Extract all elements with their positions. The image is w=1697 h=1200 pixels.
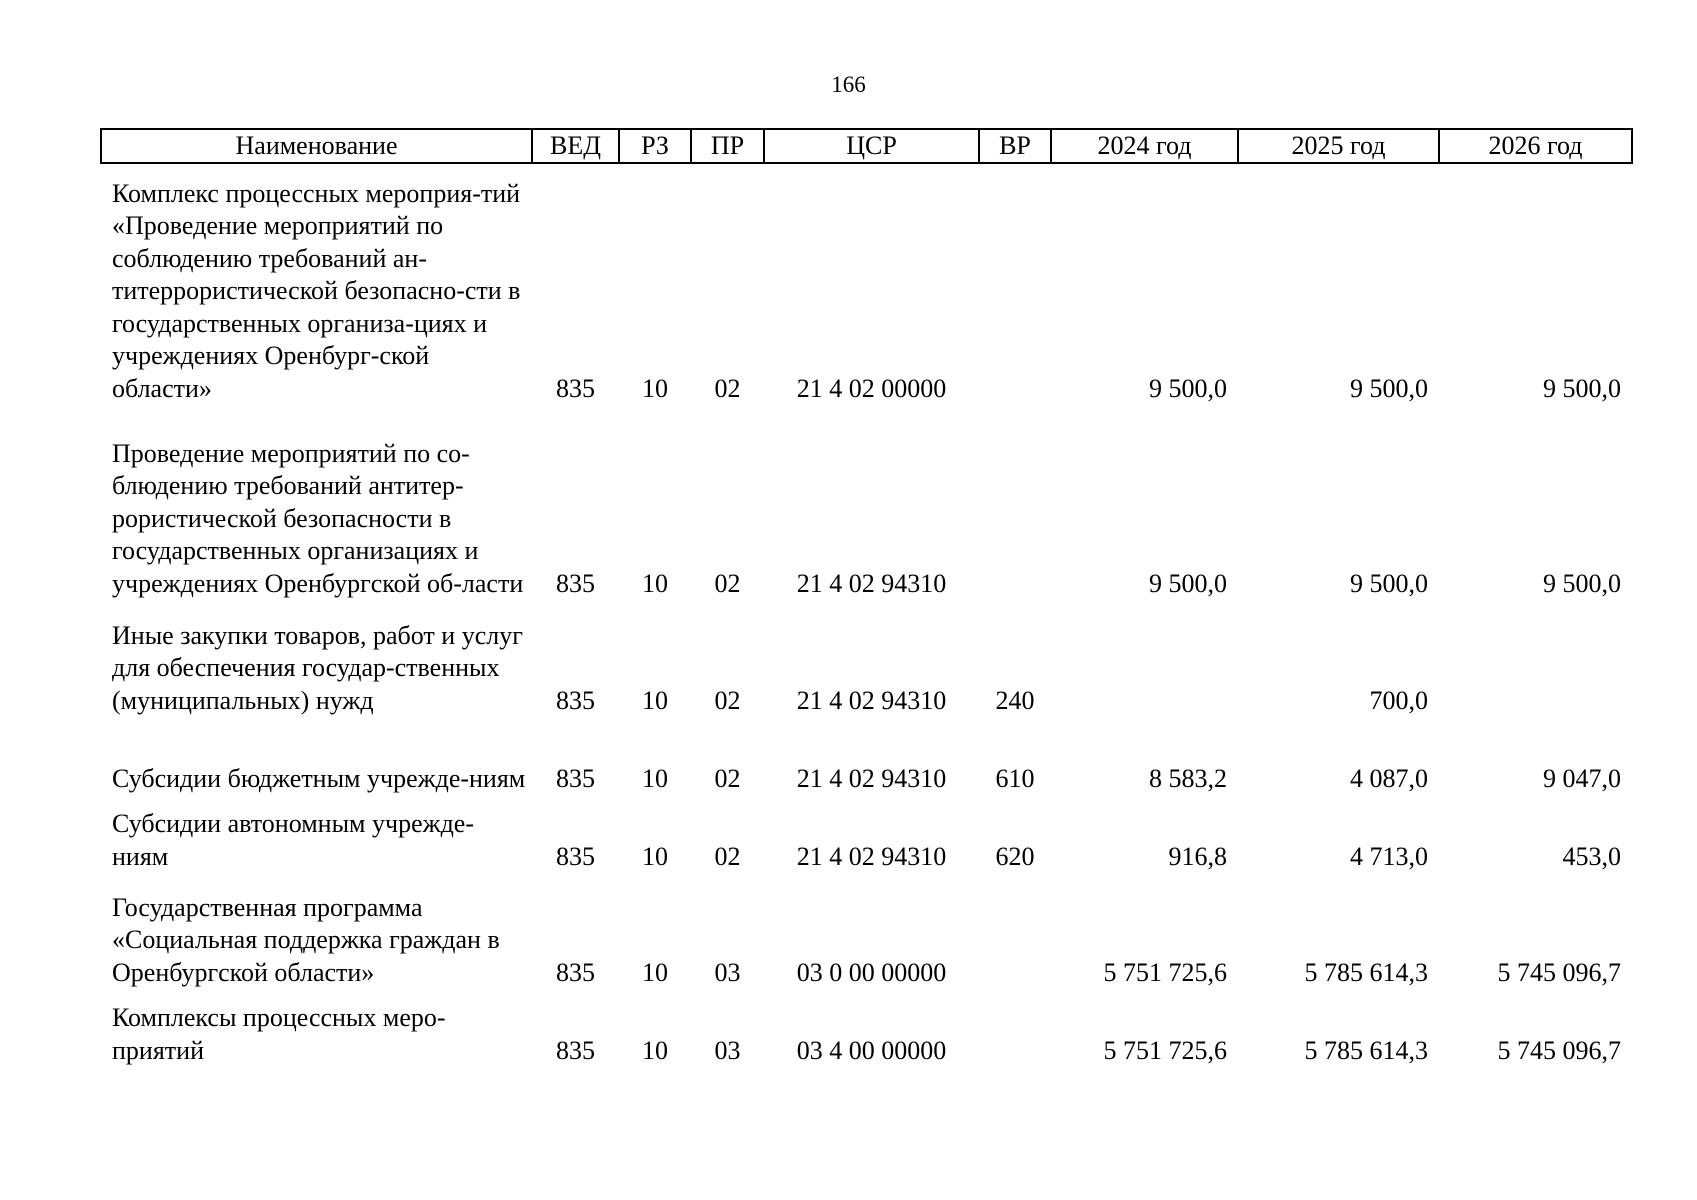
row-name: Субсидии автономным учрежде-ниям (112, 809, 474, 871)
table-row (101, 873, 1632, 989)
row-csr: 21 4 02 94310 (796, 685, 947, 715)
header-rz: РЗ (619, 129, 691, 163)
table-header (101, 129, 1632, 163)
row-name: Иные закупки товаров, работ и услуг для обеспечения государ-ственных (муниципальных) нужд (112, 620, 523, 715)
row-vr (979, 989, 1051, 1067)
row-vr (979, 405, 1051, 600)
row-csr: 21 4 02 94310 (796, 763, 947, 793)
header-2024: 2024 год (1051, 129, 1238, 163)
row-rz: 10 (642, 685, 668, 715)
table-row (101, 405, 1632, 600)
row-ved: 835 (556, 1035, 595, 1065)
table-row (101, 795, 1632, 873)
row-name: Субсидии бюджетным учрежде-ниям (112, 763, 526, 793)
header-name: Наименование (101, 129, 532, 163)
row-pr: 02 (714, 568, 741, 598)
row-rz: 10 (642, 841, 668, 871)
row-2026: 5 745 096,7 (1497, 957, 1621, 987)
header-2026: 2026 год (1439, 129, 1632, 163)
row-2024: 8 583,2 (1149, 763, 1227, 793)
row-2025: 5 785 614,3 (1304, 1035, 1428, 1065)
row-ved: 835 (556, 841, 595, 871)
row-csr: 21 4 02 94310 (796, 841, 947, 871)
row-2025: 4 713,0 (1350, 841, 1428, 871)
header-ved: ВЕД (532, 129, 619, 163)
row-2026: 9 047,0 (1543, 763, 1621, 793)
row-vr (979, 163, 1051, 405)
row-2025: 700,0 (1369, 685, 1428, 715)
row-2026: 9 500,0 (1543, 568, 1621, 598)
row-2024: 916,8 (1168, 841, 1227, 871)
row-name: Проведение мероприятий по со-блюдению требований антитер-рористической безопасности в государственных организациях и учреждениях Оренбургской об-ласти (112, 438, 524, 598)
row-2026 (1439, 600, 1632, 717)
row-ved: 835 (556, 568, 595, 598)
row-2026: 453,0 (1562, 841, 1621, 871)
row-pr: 02 (714, 763, 741, 793)
page-number: 166 (831, 72, 866, 97)
table-row (101, 989, 1632, 1067)
row-2026: 5 745 096,7 (1497, 1035, 1621, 1065)
row-name: Комплекс процессных мероприя-тий «Проведение мероприятий по соблюдению требований ан-титеррористической безопасно-сти в государственных организа-циях и учреждениях Оренбург-ской области» (112, 178, 521, 403)
row-2024: 9 500,0 (1149, 568, 1227, 598)
table-row (101, 163, 1632, 405)
row-rz: 10 (642, 1035, 668, 1065)
row-name: Комплексы процессных меро-приятий (112, 1003, 446, 1065)
row-2024: 5 751 725,6 (1103, 957, 1227, 987)
row-2025: 5 785 614,3 (1304, 957, 1428, 987)
row-rz: 10 (642, 763, 668, 793)
row-csr: 21 4 02 94310 (796, 568, 947, 598)
header-pr: ПР (691, 129, 764, 163)
row-csr: 21 4 02 00000 (796, 373, 947, 403)
header-vr: ВР (979, 129, 1051, 163)
row-pr: 03 (714, 957, 741, 987)
row-csr: 03 4 00 00000 (796, 1035, 947, 1065)
header-csr: ЦСР (764, 129, 979, 163)
row-rz: 10 (642, 568, 668, 598)
row-rz: 10 (642, 373, 668, 403)
row-pr: 02 (714, 373, 741, 403)
row-vr (979, 873, 1051, 989)
table-row (101, 717, 1632, 795)
row-2024: 5 751 725,6 (1103, 1035, 1227, 1065)
row-ved: 835 (556, 957, 595, 987)
header-row (101, 129, 1632, 163)
row-2024: 9 500,0 (1149, 373, 1227, 403)
row-pr: 03 (714, 1035, 741, 1065)
row-2025: 9 500,0 (1350, 568, 1428, 598)
row-vr: 610 (995, 763, 1035, 793)
row-pr: 02 (714, 841, 741, 871)
budget-table (100, 128, 1633, 1067)
row-2026: 9 500,0 (1543, 373, 1621, 403)
row-csr: 03 0 00 00000 (796, 957, 947, 987)
row-vr: 620 (995, 841, 1035, 871)
row-pr: 02 (714, 685, 741, 715)
row-2025: 4 087,0 (1350, 763, 1428, 793)
header-2025: 2025 год (1238, 129, 1439, 163)
row-name: Государственная программа «Социальная поддержка граждан в Оренбургской области» (112, 892, 500, 987)
row-vr: 240 (995, 685, 1035, 715)
table-body (101, 163, 1632, 1067)
row-2024 (1051, 600, 1238, 717)
row-ved: 835 (556, 763, 595, 793)
row-2025: 9 500,0 (1350, 373, 1428, 403)
row-ved: 835 (556, 685, 595, 715)
row-rz: 10 (642, 957, 668, 987)
table-row (101, 600, 1632, 717)
row-ved: 835 (556, 373, 595, 403)
